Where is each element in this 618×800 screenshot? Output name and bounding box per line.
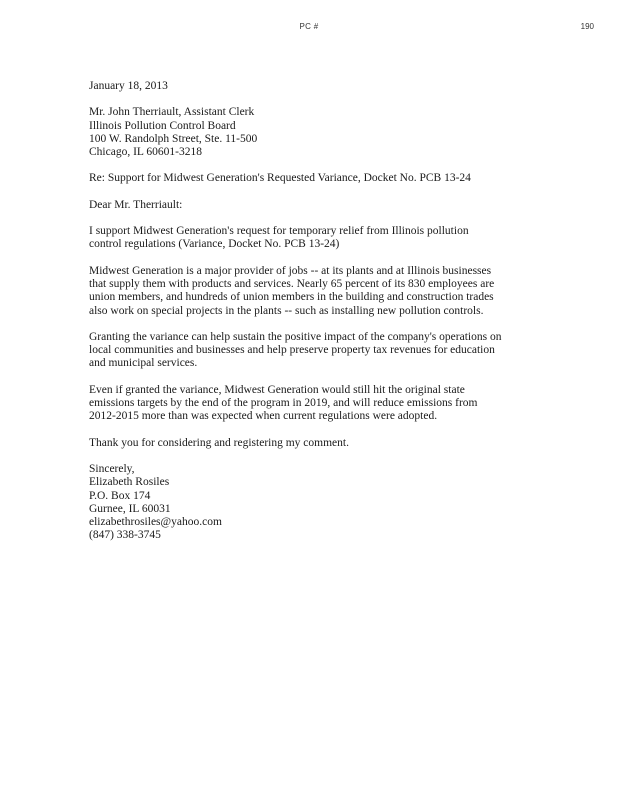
subject-line: Re: Support for Midwest Generation's Requested Variance, Docket No. PCB 13-24: [89, 172, 471, 185]
paragraph-line: I support Midwest Generation's request for temporary relief from Illinois pollution: [89, 225, 469, 238]
paragraph-line: Midwest Generation is a major provider of jobs -- at its plants and at Illinois businesses: [89, 264, 492, 277]
paragraph-line: 2012-2015 more than was expected when current regulations were adopted.: [89, 410, 438, 423]
recipient-line: Illinois Pollution Control Board: [89, 119, 236, 132]
closing: Sincerely,: [89, 462, 135, 475]
paragraph-line: also work on special projects in the plants -- such as installing new pollution controls.: [89, 304, 484, 317]
page-number: 190: [580, 22, 594, 31]
paragraph-line: and municipal services.: [89, 357, 198, 370]
signature-block: [89, 476, 559, 542]
paragraph-variance-impact: [89, 331, 559, 371]
paragraph-jobs: [89, 265, 559, 318]
signature-email: elizabethrosiles@yahoo.com: [89, 516, 222, 529]
recipient-line: 100 W. Randolph Street, Ste. 11-500: [89, 132, 258, 145]
paragraph-line: Even if granted the variance, Midwest Generation would still hit the original state: [89, 383, 465, 396]
recipient-line: Mr. John Therriault, Assistant Clerk: [89, 106, 255, 119]
letter-body: [89, 80, 559, 543]
signature-name: Elizabeth Rosiles: [89, 476, 170, 489]
signature-phone: (847) 338-3745: [89, 529, 161, 542]
paragraph-line: local communities and businesses and help preserve property tax revenues for education: [89, 344, 495, 357]
paragraph-line: emissions targets by the end of the program in 2019, and will reduce emissions from: [89, 397, 478, 410]
signature-line: P.O. Box 174: [89, 489, 151, 502]
paragraph-line: Granting the variance can help sustain the positive impact of the company's operations on: [89, 330, 502, 343]
paragraph-line: Thank you for considering and registering my comment.: [89, 436, 349, 449]
paragraph-support: [89, 225, 559, 252]
signature-line: Gurnee, IL 60031: [89, 502, 171, 515]
recipient-line: Chicago, IL 60601-3218: [89, 146, 202, 159]
header-mark: PC #: [299, 22, 319, 31]
recipient-address: [89, 106, 559, 159]
paragraph-line: control regulations (Variance, Docket No. PCB 13-24): [89, 238, 340, 251]
paragraph-thanks: [89, 437, 559, 450]
paragraph-line: union members, and hundreds of union members in the building and construction trades: [89, 291, 494, 304]
letter-date: January 18, 2013: [89, 80, 168, 92]
salutation: Dear Mr. Therriault:: [89, 198, 183, 211]
paragraph-emissions: [89, 384, 559, 424]
paragraph-line: that supply them with products and services. Nearly 65 percent of its 830 employees are: [89, 277, 495, 290]
